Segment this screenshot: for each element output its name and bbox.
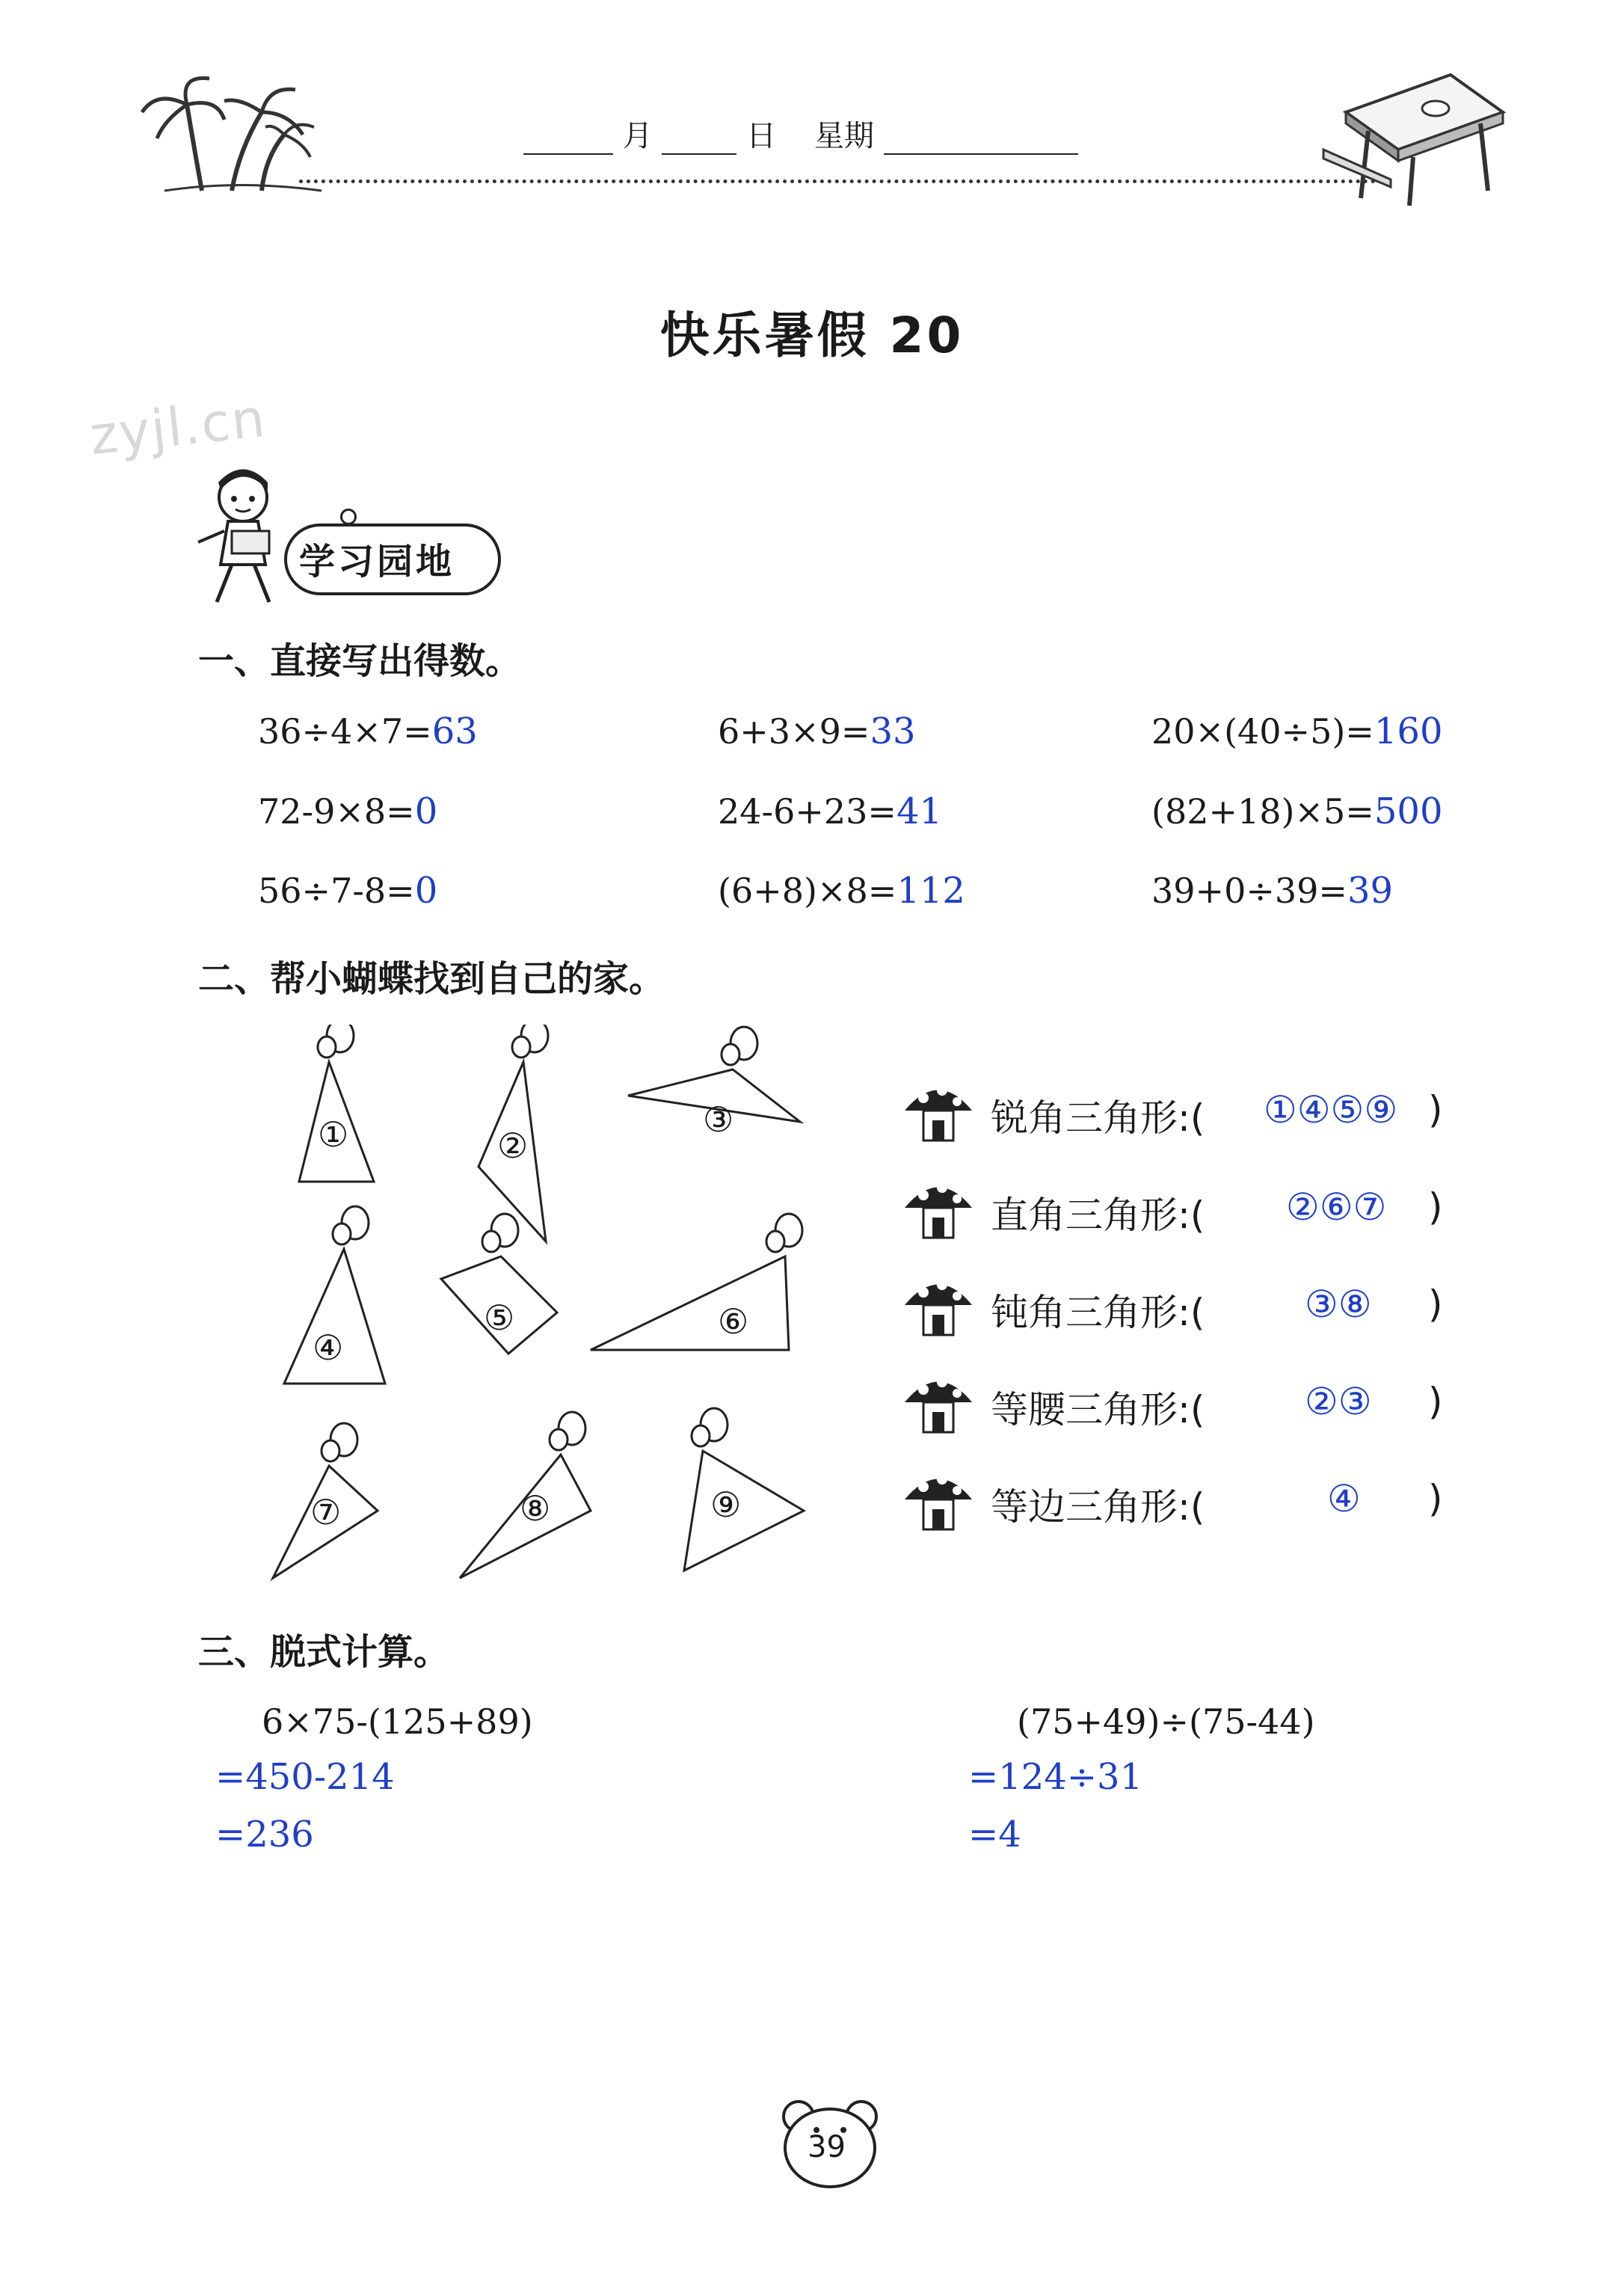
month-label: 月 <box>622 119 653 153</box>
section1-heading: 一、直接写出得数。 <box>198 640 522 682</box>
equilateral-triangle-answer: ④ <box>1327 1477 1361 1520</box>
calc-item: 36÷4×7=63 <box>258 710 478 752</box>
calc-answer: 0 <box>414 870 438 912</box>
right-triangle-answer: ②⑥⑦ <box>1286 1185 1387 1229</box>
isosceles-triangle-answer: ②③ <box>1305 1380 1372 1423</box>
problem-2-step-2: =4 <box>968 1814 1021 1855</box>
calc-answer: 39 <box>1347 870 1394 912</box>
acute-triangle-row: 锐角三角形:( <box>991 1096 1205 1140</box>
mushroom-icon <box>901 1271 976 1339</box>
triangle-label: ④ <box>313 1327 344 1368</box>
right-triangle-close: ) <box>1428 1185 1443 1229</box>
palm-trees-illustration <box>135 67 329 194</box>
triangle-label: ① <box>318 1114 349 1155</box>
mushroom-icon <box>901 1466 976 1533</box>
equilateral-triangle-close: ) <box>1428 1477 1443 1520</box>
date-line <box>523 112 1078 155</box>
calc-answer: 33 <box>870 710 916 752</box>
triangle-6 <box>591 1256 789 1350</box>
badge-dot <box>340 509 357 525</box>
weekday-blank[interactable] <box>884 123 1078 155</box>
triangle-9 <box>684 1451 804 1571</box>
day-blank[interactable] <box>662 123 736 155</box>
mushroom-icon <box>901 1174 976 1241</box>
picnic-table-illustration <box>1316 67 1518 209</box>
triangle-label: ⑧ <box>520 1488 551 1529</box>
section3-heading: 三、脱式计算。 <box>198 1631 450 1673</box>
day-label: 日 <box>746 119 777 153</box>
calc-item: 72-9×8=0 <box>258 791 438 832</box>
triangle-label: ② <box>497 1126 529 1166</box>
right-triangle-row: 直角三角形:( <box>991 1194 1205 1237</box>
problem-1-step-2: =236 <box>215 1814 314 1855</box>
section2-heading: 二、帮小蝴蝶找到自己的家。 <box>198 958 665 1000</box>
watermark: zyjl.cn <box>87 387 269 467</box>
problem-2-step-1: =124÷31 <box>968 1756 1143 1798</box>
month-blank[interactable] <box>523 123 613 155</box>
calc-item: 20×(40÷5)=160 <box>1151 710 1443 752</box>
page-title: 快乐暑假 20 <box>659 307 965 364</box>
calc-item: 56÷7-8=0 <box>258 870 438 912</box>
problem-1-step-1: =450-214 <box>215 1756 395 1798</box>
mushroom-icon <box>901 1077 976 1144</box>
triangle-label: ⑨ <box>710 1485 742 1525</box>
acute-triangle-answer: ①④⑤⑨ <box>1264 1088 1398 1132</box>
calc-item: 6+3×9=33 <box>718 710 916 752</box>
calc-answer: 41 <box>896 791 943 832</box>
calc-item: (6+8)×8=112 <box>718 870 965 912</box>
calc-answer: 160 <box>1374 710 1443 752</box>
problem-1-expression: 6×75-(125+89) <box>262 1701 533 1742</box>
triangle-label: ③ <box>703 1099 734 1140</box>
obtuse-triangle-answer: ③⑧ <box>1305 1283 1372 1326</box>
obtuse-triangle-row: 钝角三角形:( <box>991 1291 1205 1334</box>
triangle-label: ⑦ <box>310 1492 342 1532</box>
calc-item: 24-6+23=41 <box>718 791 943 832</box>
header-dotted-divider <box>299 179 1391 183</box>
triangle-label: ⑥ <box>718 1301 749 1342</box>
weekday-label: 星期 <box>814 119 875 153</box>
equilateral-triangle-row: 等边三角形:( <box>991 1485 1205 1529</box>
problem-2-expression: (75+49)÷(75-44) <box>1017 1701 1315 1742</box>
calc-answer: 63 <box>431 710 478 752</box>
calc-answer: 112 <box>896 870 965 912</box>
page-number: 39 <box>808 2130 846 2164</box>
calc-answer: 500 <box>1374 791 1443 832</box>
calc-item: (82+18)×5=500 <box>1151 791 1443 832</box>
triangle-label: ⑤ <box>484 1298 515 1338</box>
isosceles-triangle-row: 等腰三角形:( <box>991 1388 1205 1431</box>
obtuse-triangle-close: ) <box>1428 1283 1443 1326</box>
acute-triangle-close: ) <box>1428 1088 1443 1132</box>
badge-label: 学习园地 <box>299 541 455 583</box>
mushroom-icon <box>901 1369 976 1436</box>
isosceles-triangle-close: ) <box>1428 1380 1443 1423</box>
calc-answer: 0 <box>414 791 438 832</box>
girl-illustration <box>179 460 307 610</box>
calc-item: 39+0÷39=39 <box>1151 870 1394 912</box>
